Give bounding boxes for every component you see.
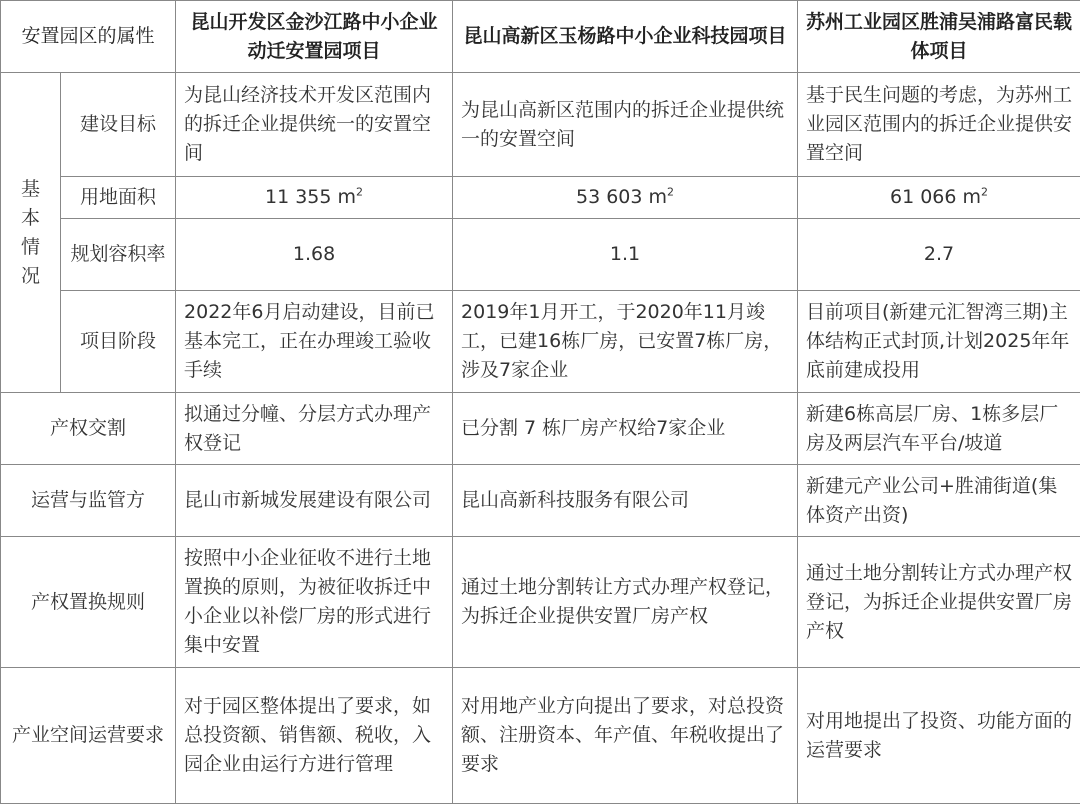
cell-division-3: 新建6栋高层厂房、1栋多层厂房及两层汽车平台/坡道 xyxy=(798,393,1080,465)
row-operator xyxy=(1,465,1080,537)
header-attribute: 安置园区的属性 xyxy=(1,1,176,73)
cell-area-3: 61 066 $m^2$ xyxy=(798,177,1080,219)
header-row xyxy=(1,1,1080,73)
cell-goal-1: 为昆山经济技术开发区范围内的拆迁企业提供统一的安置空间 xyxy=(176,73,453,177)
header-project-2: 昆山高新区玉杨路中小企业科技园项目 xyxy=(453,1,798,73)
cell-stage-2: 2019年1月开工，于2020年11月竣工，已建16栋厂房，已安置7栋厂房，涉及7家企业 xyxy=(453,291,798,393)
cell-swap-2: 通过土地分割转让方式办理产权登记，为拆迁企业提供安置厂房产权 xyxy=(453,537,798,668)
row-label-ops: 产业空间运营要求 xyxy=(1,668,176,804)
cell-goal-2: 为昆山高新区范围内的拆迁企业提供统一的安置空间 xyxy=(453,73,798,177)
cell-operator-3: 新建元产业公司+胜浦街道(集体资产出资) xyxy=(798,465,1080,537)
row-far xyxy=(1,219,1080,291)
header-project-3: 苏州工业园区胜浦吴浦路富民载体项目 xyxy=(798,1,1080,73)
cell-ops-3: 对用地提出了投资、功能方面的运营要求 xyxy=(798,668,1080,804)
row-label-goal: 建设目标 xyxy=(61,73,176,177)
row-division xyxy=(1,393,1080,465)
cell-stage-1: 2022年6月启动建设，目前已基本完工，正在办理竣工验收手续 xyxy=(176,291,453,393)
row-swap xyxy=(1,537,1080,668)
cell-area-1: 11 355 $m^2$ xyxy=(176,177,453,219)
group-label-basic: 基本情况 xyxy=(1,73,61,393)
cell-far-3: 2.7 xyxy=(798,219,1080,291)
cell-area-2: 53 603 $m^2$ xyxy=(453,177,798,219)
cell-goal-3: 基于民生问题的考虑，为苏州工业园区范围内的拆迁企业提供安置空间 xyxy=(798,73,1080,177)
row-label-swap: 产权置换规则 xyxy=(1,537,176,668)
row-stage xyxy=(1,291,1080,393)
row-label-operator: 运营与监管方 xyxy=(1,465,176,537)
cell-operator-1: 昆山市新城发展建设有限公司 xyxy=(176,465,453,537)
cell-division-2: 已分割 7 栋厂房产权给7家企业 xyxy=(453,393,798,465)
cell-far-1: 1.68 xyxy=(176,219,453,291)
cell-far-2: 1.1 xyxy=(453,219,798,291)
cell-ops-2: 对用地产业方向提出了要求，对总投资额、注册资本、年产值、年税收提出了要求 xyxy=(453,668,798,804)
row-area xyxy=(1,177,1080,219)
row-label-stage: 项目阶段 xyxy=(61,291,176,393)
row-goal xyxy=(1,73,1080,177)
header-project-1: 昆山开发区金沙江路中小企业动迁安置园项目 xyxy=(176,1,453,73)
row-label-far: 规划容积率 xyxy=(61,219,176,291)
cell-operator-2: 昆山高新科技服务有限公司 xyxy=(453,465,798,537)
row-label-division: 产权交割 xyxy=(1,393,176,465)
cell-division-1: 拟通过分幢、分层方式办理产权登记 xyxy=(176,393,453,465)
cell-swap-3: 通过土地分割转让方式办理产权登记，为拆迁企业提供安置厂房产权 xyxy=(798,537,1080,668)
cell-ops-1: 对于园区整体提出了要求，如总投资额、销售额、税收，入园企业由运行方进行管理 xyxy=(176,668,453,804)
cell-swap-1: 按照中小企业征收不进行土地置换的原则，为被征收拆迁中小企业以补偿厂房的形式进行集中安置 xyxy=(176,537,453,668)
row-ops xyxy=(1,668,1080,804)
cell-stage-3: 目前项目(新建元汇智湾三期)主体结构正式封顶,计划2025年年底前建成投用 xyxy=(798,291,1080,393)
row-label-area: 用地面积 xyxy=(61,177,176,219)
